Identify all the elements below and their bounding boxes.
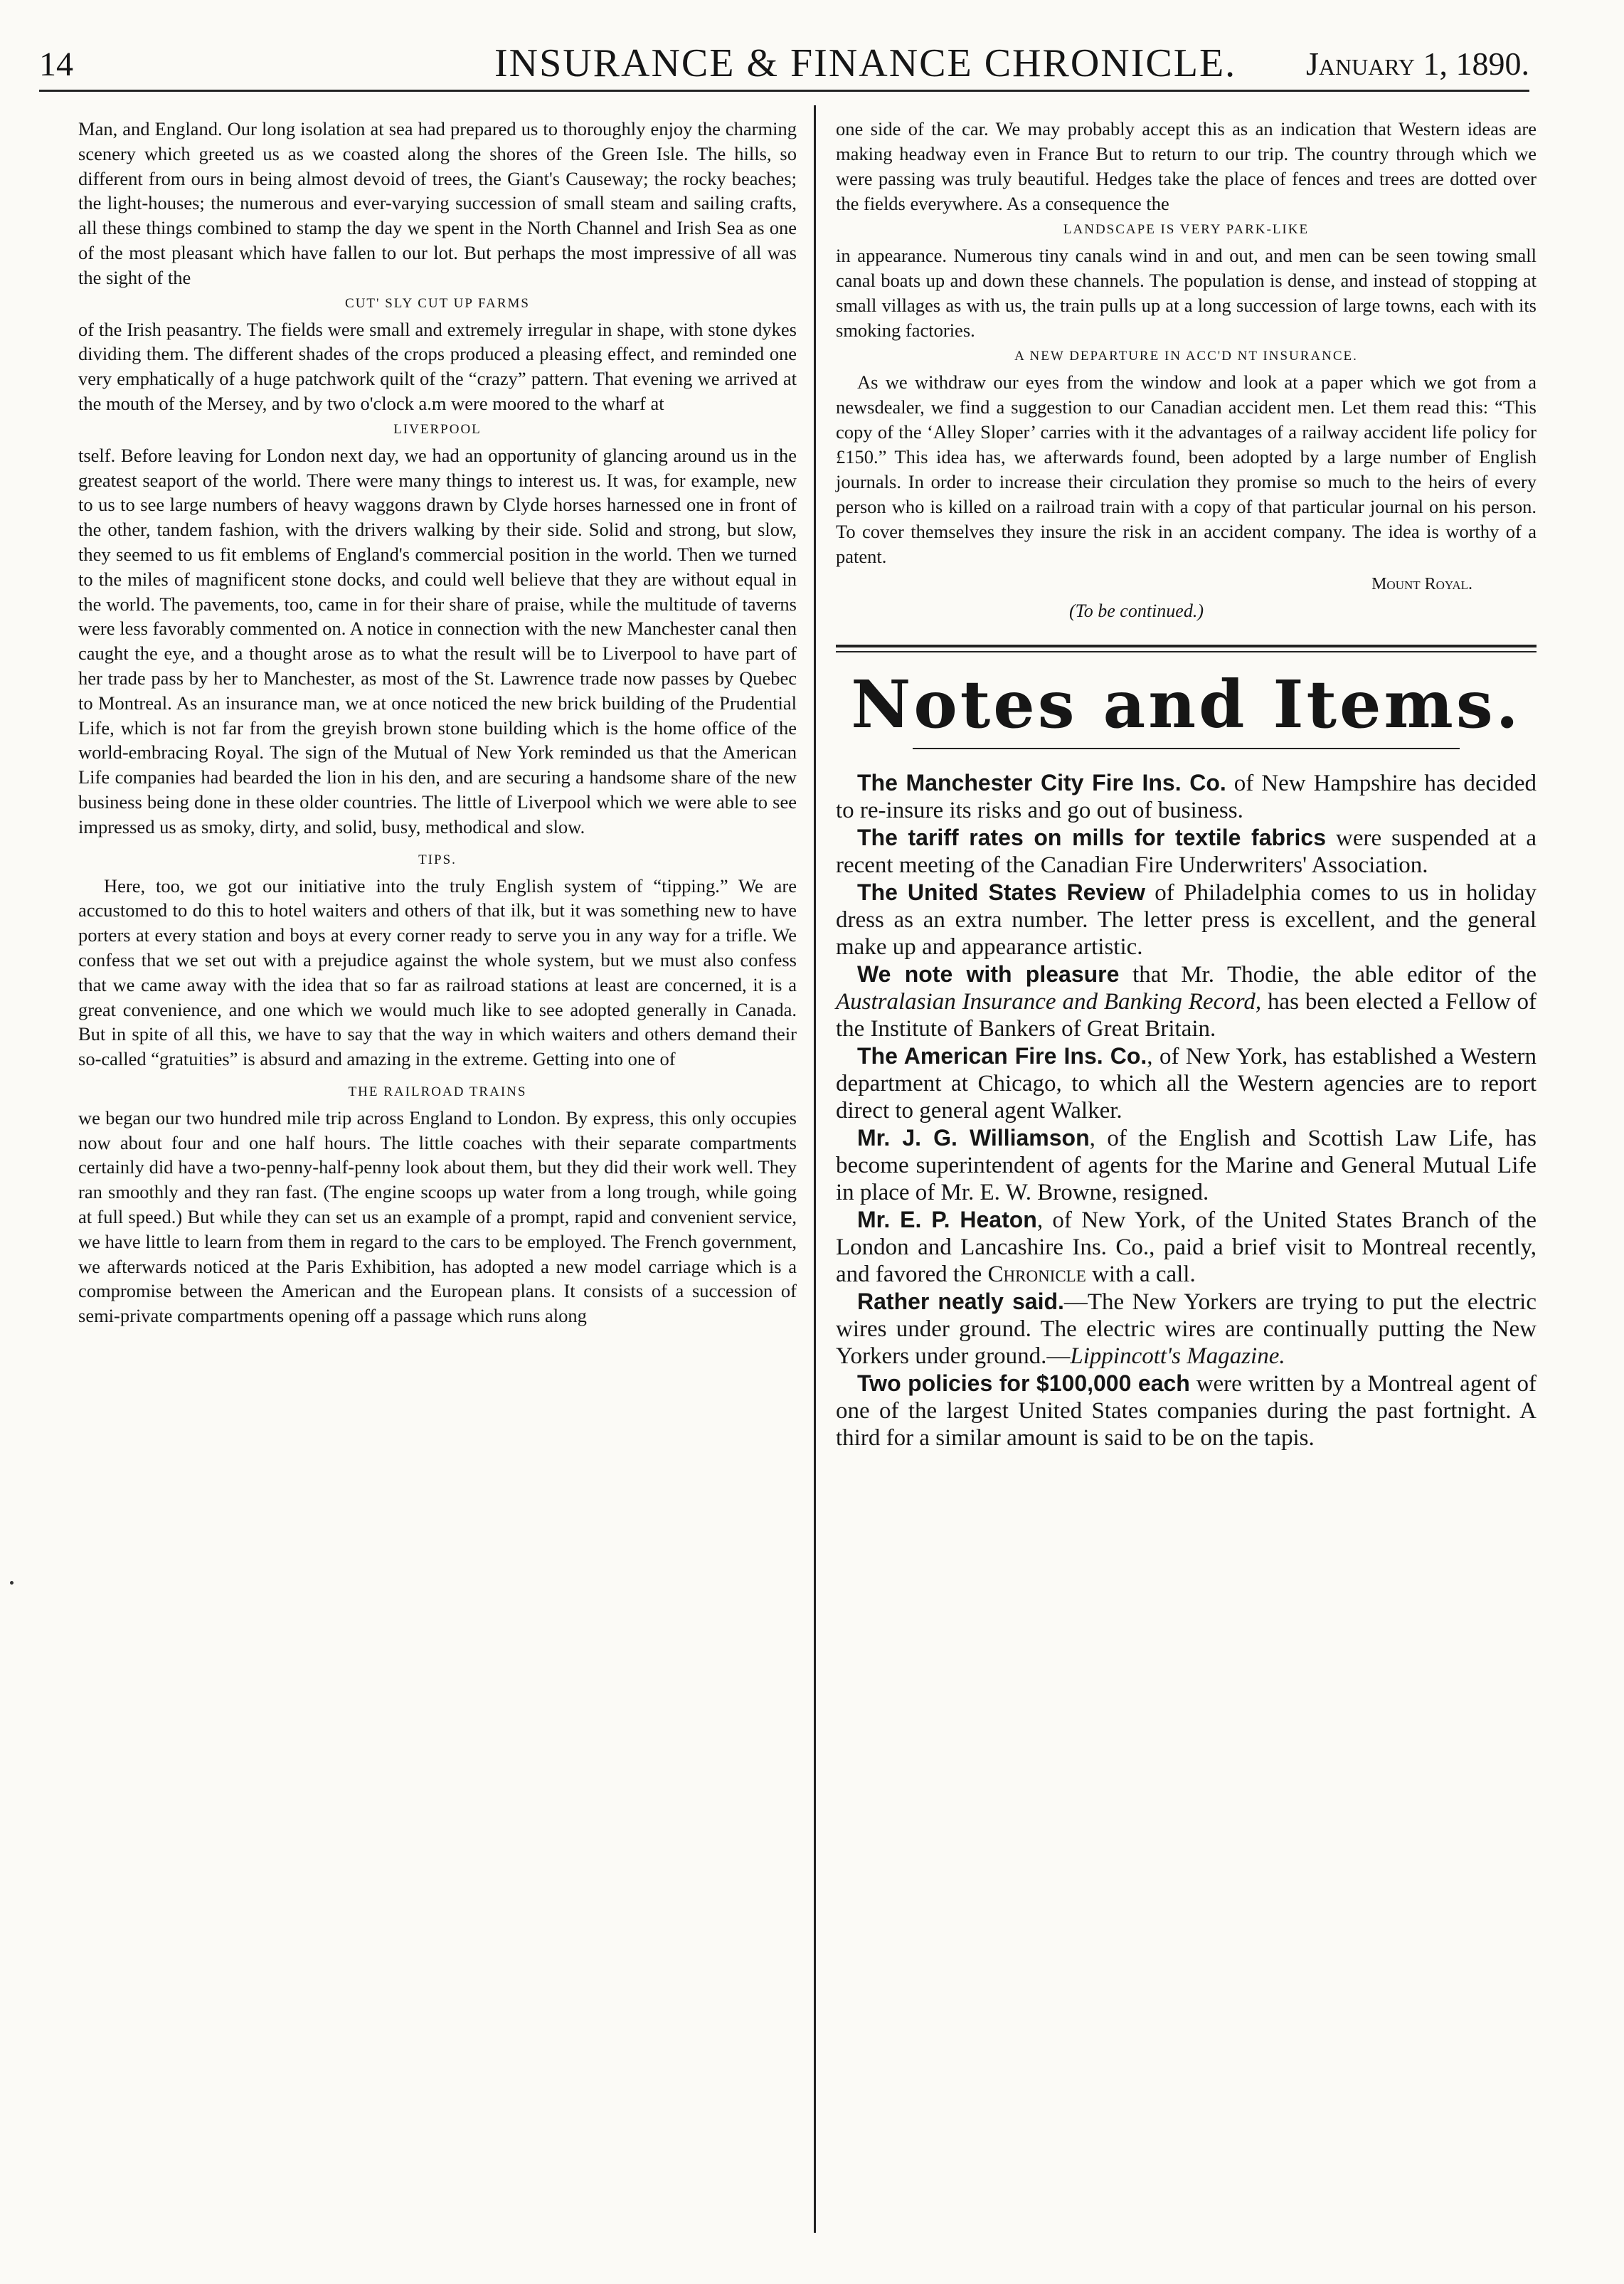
- paragraph: tself. Before leaving for London next day, we had an opportunity of glancing around us in the greatest seaport of the world. There were many things to interest us. It was, for example, new to us to see large numbers of heavy waggons drawn by Clyde horses harnessed one in front of the other, tandem fashion, with the drivers walking by their side. Solid and strong, but slow, they seemed to us fit emblems of England's commercial position in the world. Then we turned to the miles of magnificent stone docks, and could well believe that they are without equal in the world. The pavements, too, came in for their share of praise, while the multitude of taverns were less favorably commented on. A notice in connection with the new Manchester canal then caught the eye, and a thought arose as to what the result will be to Liverpool to have part of her trade pass by her to Manchester, as most of the St. Lawrence trade now passes by Quebec to Montreal. As an insurance man, we at once noticed the new brick building of the Prudential Life, which is not far from the greyish brown stone building which is the home office of the world-embracing Royal. The sign of the Mutual of New York reminded us that the American Life companies had bearded the lion in his den, and are securing a handsome share of the new business being done in these older countries. The little of Liverpool which we were able to see impressed us as smoky, dirty, and solid, busy, methodical and slow.: [78, 444, 797, 837]
- list-item: Two policies for $100,000 each were written by a Montreal agent of one of the largest United States companies during the past fortnight. A third for a similar amount is said to be on the tapis.: [836, 1370, 1537, 1451]
- list-item: We note with pleasure that Mr. Thodie, the able editor of the Australasian Insurance and Banking Record, has been elected a Fellow of the Institute of Bankers of Great Britain.: [836, 961, 1537, 1042]
- paragraph: of the Irish peasantry. The fields were small and extremely irregular in shape, with stone dykes dividing them. The different shades of the crops produced a pleasing effect, and reminded one very emphatically of a huge patchwork quilt of the “crazy” pattern. That evening we arrived at the mouth of the Mersey, and by two o'clock a.m were moored to the wharf at: [78, 318, 797, 414]
- section-rule: [836, 651, 1537, 652]
- list-item: Rather neatly said.—The New Yorkers are trying to put the electric wires under ground. The electric wires are continually putting the New Yorkers under ground.—Lippincott's Magazine.: [836, 1289, 1537, 1369]
- list-item: The American Fire Ins. Co., of New York, has established a Western department at Chicago, to which all the Western agencies are to report direct to general agent Walker.: [836, 1043, 1537, 1124]
- page-number: 14: [39, 46, 73, 83]
- list-item: The United States Review of Philadelphia comes to us in holiday dress as an extra number. The letter press is excellent, and the general make up and appearance artistic.: [836, 879, 1537, 960]
- paragraph: Here, too, we got our initiative into the truly English system of “tipping.” We are accustomed to do this to hotel waiters and others of that ilk, but it was something new to have porters at every station and boys at every corner ready to serve you in any way for a trifle. We confess that we set out with a prejudice against the whole system, but we must also confess that we came away with the idea that so far as railroad stations at least are concerned, it is a great convenience, and one which we would much like to see adopted generally in Canada. But in spite of all this, we have to say that the way in which waiters and others demand their so-called “gratuities” is absurd and amazing in the extreme. Getting into one of: [78, 874, 797, 1070]
- subheading: CUT' SLY CUT UP FARMS: [345, 295, 530, 311]
- section-title: Notes and Items.: [851, 666, 1522, 743]
- subheading: A NEW DEPARTURE IN ACC'D NT INSURANCE.: [1014, 349, 1358, 364]
- issue-date: January 1, 1890.: [1305, 46, 1529, 82]
- header-rule: [39, 90, 1529, 92]
- section-rule: [836, 645, 1537, 647]
- continued-note: (To be continued.): [1069, 601, 1204, 621]
- author-signature: Mount Royal.: [1371, 575, 1472, 593]
- column-divider: [814, 105, 816, 2233]
- subheading: LANDSCAPE IS VERY PARK-LIKE: [1063, 222, 1310, 237]
- list-item: Mr. J. G. Williamson, of the English and Scottish Law Life, has become superintendent of agents for the Marine and General Mutual Life in place of Mr. E. W. Browne, resigned.: [836, 1125, 1537, 1205]
- list-item: The Manchester City Fire Ins. Co. of New Hampshire has decided to re-insure its risks and go out of business.: [836, 770, 1537, 823]
- journal-title: INSURANCE & FINANCE CHRONICLE.: [494, 41, 1237, 85]
- list-item: Mr. E. P. Heaton, of New York, of the United States Branch of the London and Lancashire Ins. Co., paid a brief visit to Montreal recently, and favored the Chronicle with a call.: [836, 1207, 1537, 1287]
- notes-list: [836, 769, 1537, 1452]
- margin-speck: [10, 1581, 14, 1585]
- running-head: [39, 39, 1529, 89]
- subheading: TIPS.: [418, 852, 457, 867]
- paragraph: in appearance. Numerous tiny canals wind in and out, and men can be seen towing small canal boats up and down these channels. The population is dense, and instead of stopping at small villages as with us, the train pulls up at a long succession of large towns, each with its smoking factories.: [836, 245, 1537, 341]
- paragraph: Man, and England. Our long isolation at sea had prepared us to thoroughly enjoy the charming scenery which greeted us as we coasted along the shores of the Green Isle. The hills, so different from ours in being almost devoid of trees, the Giant's Causeway; the rocky beaches; the light-houses; the numerous and ever-varying succession of small steam and sailing crafts, all these things combined to stamp the day we spent in the North Channel and Irish Sea as one of the most pleasant which have fallen to our lot. But perhaps the most impressive of all was the sight of the: [78, 118, 797, 288]
- title-rule: [913, 748, 1459, 749]
- subheading: LIVERPOOL: [393, 421, 482, 437]
- paragraph: we began our two hundred mile trip across England to London. By express, this only occupies now about four and one half hours. The little coaches with their separate compartments certainly did have a two-penny-half-penny look about them, but they did their work well. They ran smoothly and they ran fast. (The engine scoops up water from a long trough, while going at full speed.) But while they can set us an example of a prompt, rapid and convenient service, we have little to learn from them in regard to the cars to be employed. The French government, we afterwards noticed at the Paris Exhibition, has adopted a new model carriage which is a compromise between the American and the European plans. It consists of a succession of semi-private compartments opening off a passage which runs along: [78, 1106, 797, 1327]
- paragraph: one side of the car. We may probably accept this as an indication that Western ideas are making headway even in France But to return to our trip. The country through which we were passing was truly beautiful. Hedges take the place of fences and trees are dotted over the fields everywhere. As a consequence the: [836, 118, 1537, 214]
- list-item: The tariff rates on mills for textile fabrics were suspended at a recent meeting of the Canadian Fire Underwriters' Association.: [836, 825, 1537, 878]
- essay-continuation: [836, 117, 1537, 623]
- right-column: [836, 117, 1537, 1452]
- left-column: [78, 117, 797, 1328]
- paragraph: As we withdraw our eyes from the window and look at a paper which we got from a newsdealer, we find a suggestion to our Canadian accident men. Let them read this: “This copy of the ‘Alley Sloper’ carries with it the advantages of a railway accident life policy for £150.” This idea has, we afterwards found, been adopted by a large number of English journals. In order to increase their circulation they promise so much to the heirs of every person who is killed on a railroad train with a copy of that particular journal on his person. To cover themselves they insure the risk in an accident company. The idea is worthy of a patent.: [836, 371, 1537, 567]
- subheading: THE RAILROAD TRAINS: [348, 1084, 527, 1099]
